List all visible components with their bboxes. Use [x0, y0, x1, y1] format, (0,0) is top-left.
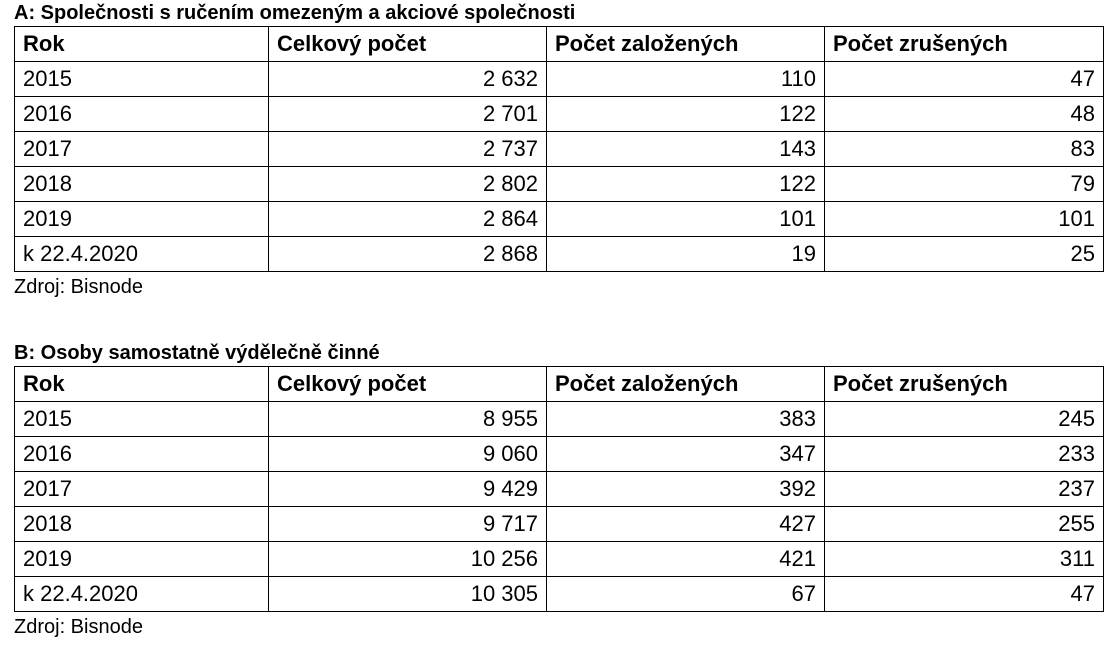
- table-row: [15, 437, 1104, 472]
- column-header-founded: Počet založených: [547, 27, 825, 62]
- total-cell: 9 060: [269, 437, 547, 472]
- total-cell: 9 717: [269, 507, 547, 542]
- table-row: [15, 237, 1104, 272]
- total-cell: 2 802: [269, 167, 547, 202]
- column-header-founded: Počet založených: [547, 367, 825, 402]
- dissolved-cell: 233: [825, 437, 1104, 472]
- data-table-a: [14, 26, 1104, 272]
- dissolved-cell: 25: [825, 237, 1104, 272]
- founded-cell: 143: [547, 132, 825, 167]
- table-row: [15, 167, 1104, 202]
- dissolved-cell: 255: [825, 507, 1104, 542]
- dissolved-cell: 47: [825, 577, 1104, 612]
- founded-cell: 122: [547, 167, 825, 202]
- dissolved-cell: 101: [825, 202, 1104, 237]
- dissolved-cell: 48: [825, 97, 1104, 132]
- dissolved-cell: 47: [825, 62, 1104, 97]
- founded-cell: 383: [547, 402, 825, 437]
- table-row: [15, 62, 1104, 97]
- year-cell: 2017: [15, 472, 269, 507]
- dissolved-cell: 237: [825, 472, 1104, 507]
- total-cell: 2 737: [269, 132, 547, 167]
- dissolved-cell: 245: [825, 402, 1104, 437]
- founded-cell: 421: [547, 542, 825, 577]
- founded-cell: 110: [547, 62, 825, 97]
- year-cell: 2017: [15, 132, 269, 167]
- table-row: [15, 202, 1104, 237]
- table-section-b: [14, 341, 1104, 642]
- year-cell: 2018: [15, 507, 269, 542]
- year-cell: 2019: [15, 542, 269, 577]
- table-row: [15, 132, 1104, 167]
- total-cell: 2 701: [269, 97, 547, 132]
- header-row: [15, 367, 1104, 402]
- total-cell: 10 305: [269, 577, 547, 612]
- column-header-total: Celkový počet: [269, 367, 547, 402]
- total-cell: 10 256: [269, 542, 547, 577]
- founded-cell: 427: [547, 507, 825, 542]
- table-row: [15, 97, 1104, 132]
- source-note: Zdroj: Bisnode: [14, 616, 143, 638]
- founded-cell: 392: [547, 472, 825, 507]
- column-header-total: Celkový počet: [269, 27, 547, 62]
- table-row: [15, 472, 1104, 507]
- founded-cell: 67: [547, 577, 825, 612]
- year-cell: 2015: [15, 402, 269, 437]
- column-header-dissolved: Počet zrušených: [825, 27, 1104, 62]
- data-table-b: [14, 366, 1104, 612]
- total-cell: 2 864: [269, 202, 547, 237]
- year-cell: 2016: [15, 437, 269, 472]
- total-cell: 2 632: [269, 62, 547, 97]
- year-cell: 2015: [15, 62, 269, 97]
- table-row: [15, 577, 1104, 612]
- year-cell: k 22.4.2020: [15, 577, 269, 612]
- table-title: A: Společnosti s ručením omezeným a akciové společnosti: [14, 2, 576, 24]
- total-cell: 2 868: [269, 237, 547, 272]
- year-cell: 2018: [15, 167, 269, 202]
- table-row: [15, 402, 1104, 437]
- founded-cell: 347: [547, 437, 825, 472]
- founded-cell: 19: [547, 237, 825, 272]
- year-cell: 2016: [15, 97, 269, 132]
- founded-cell: 122: [547, 97, 825, 132]
- table-row: [15, 542, 1104, 577]
- total-cell: 8 955: [269, 402, 547, 437]
- column-header-dissolved: Počet zrušených: [825, 367, 1104, 402]
- founded-cell: 101: [547, 202, 825, 237]
- dissolved-cell: 83: [825, 132, 1104, 167]
- year-cell: k 22.4.2020: [15, 237, 269, 272]
- column-header-year: Rok: [15, 27, 269, 62]
- total-cell: 9 429: [269, 472, 547, 507]
- header-row: [15, 27, 1104, 62]
- table-section-a: [14, 1, 1104, 302]
- dissolved-cell: 311: [825, 542, 1104, 577]
- table-title: B: Osoby samostatně výdělečně činné: [14, 342, 380, 364]
- column-header-year: Rok: [15, 367, 269, 402]
- dissolved-cell: 79: [825, 167, 1104, 202]
- year-cell: 2019: [15, 202, 269, 237]
- table-row: [15, 507, 1104, 542]
- source-note: Zdroj: Bisnode: [14, 276, 143, 298]
